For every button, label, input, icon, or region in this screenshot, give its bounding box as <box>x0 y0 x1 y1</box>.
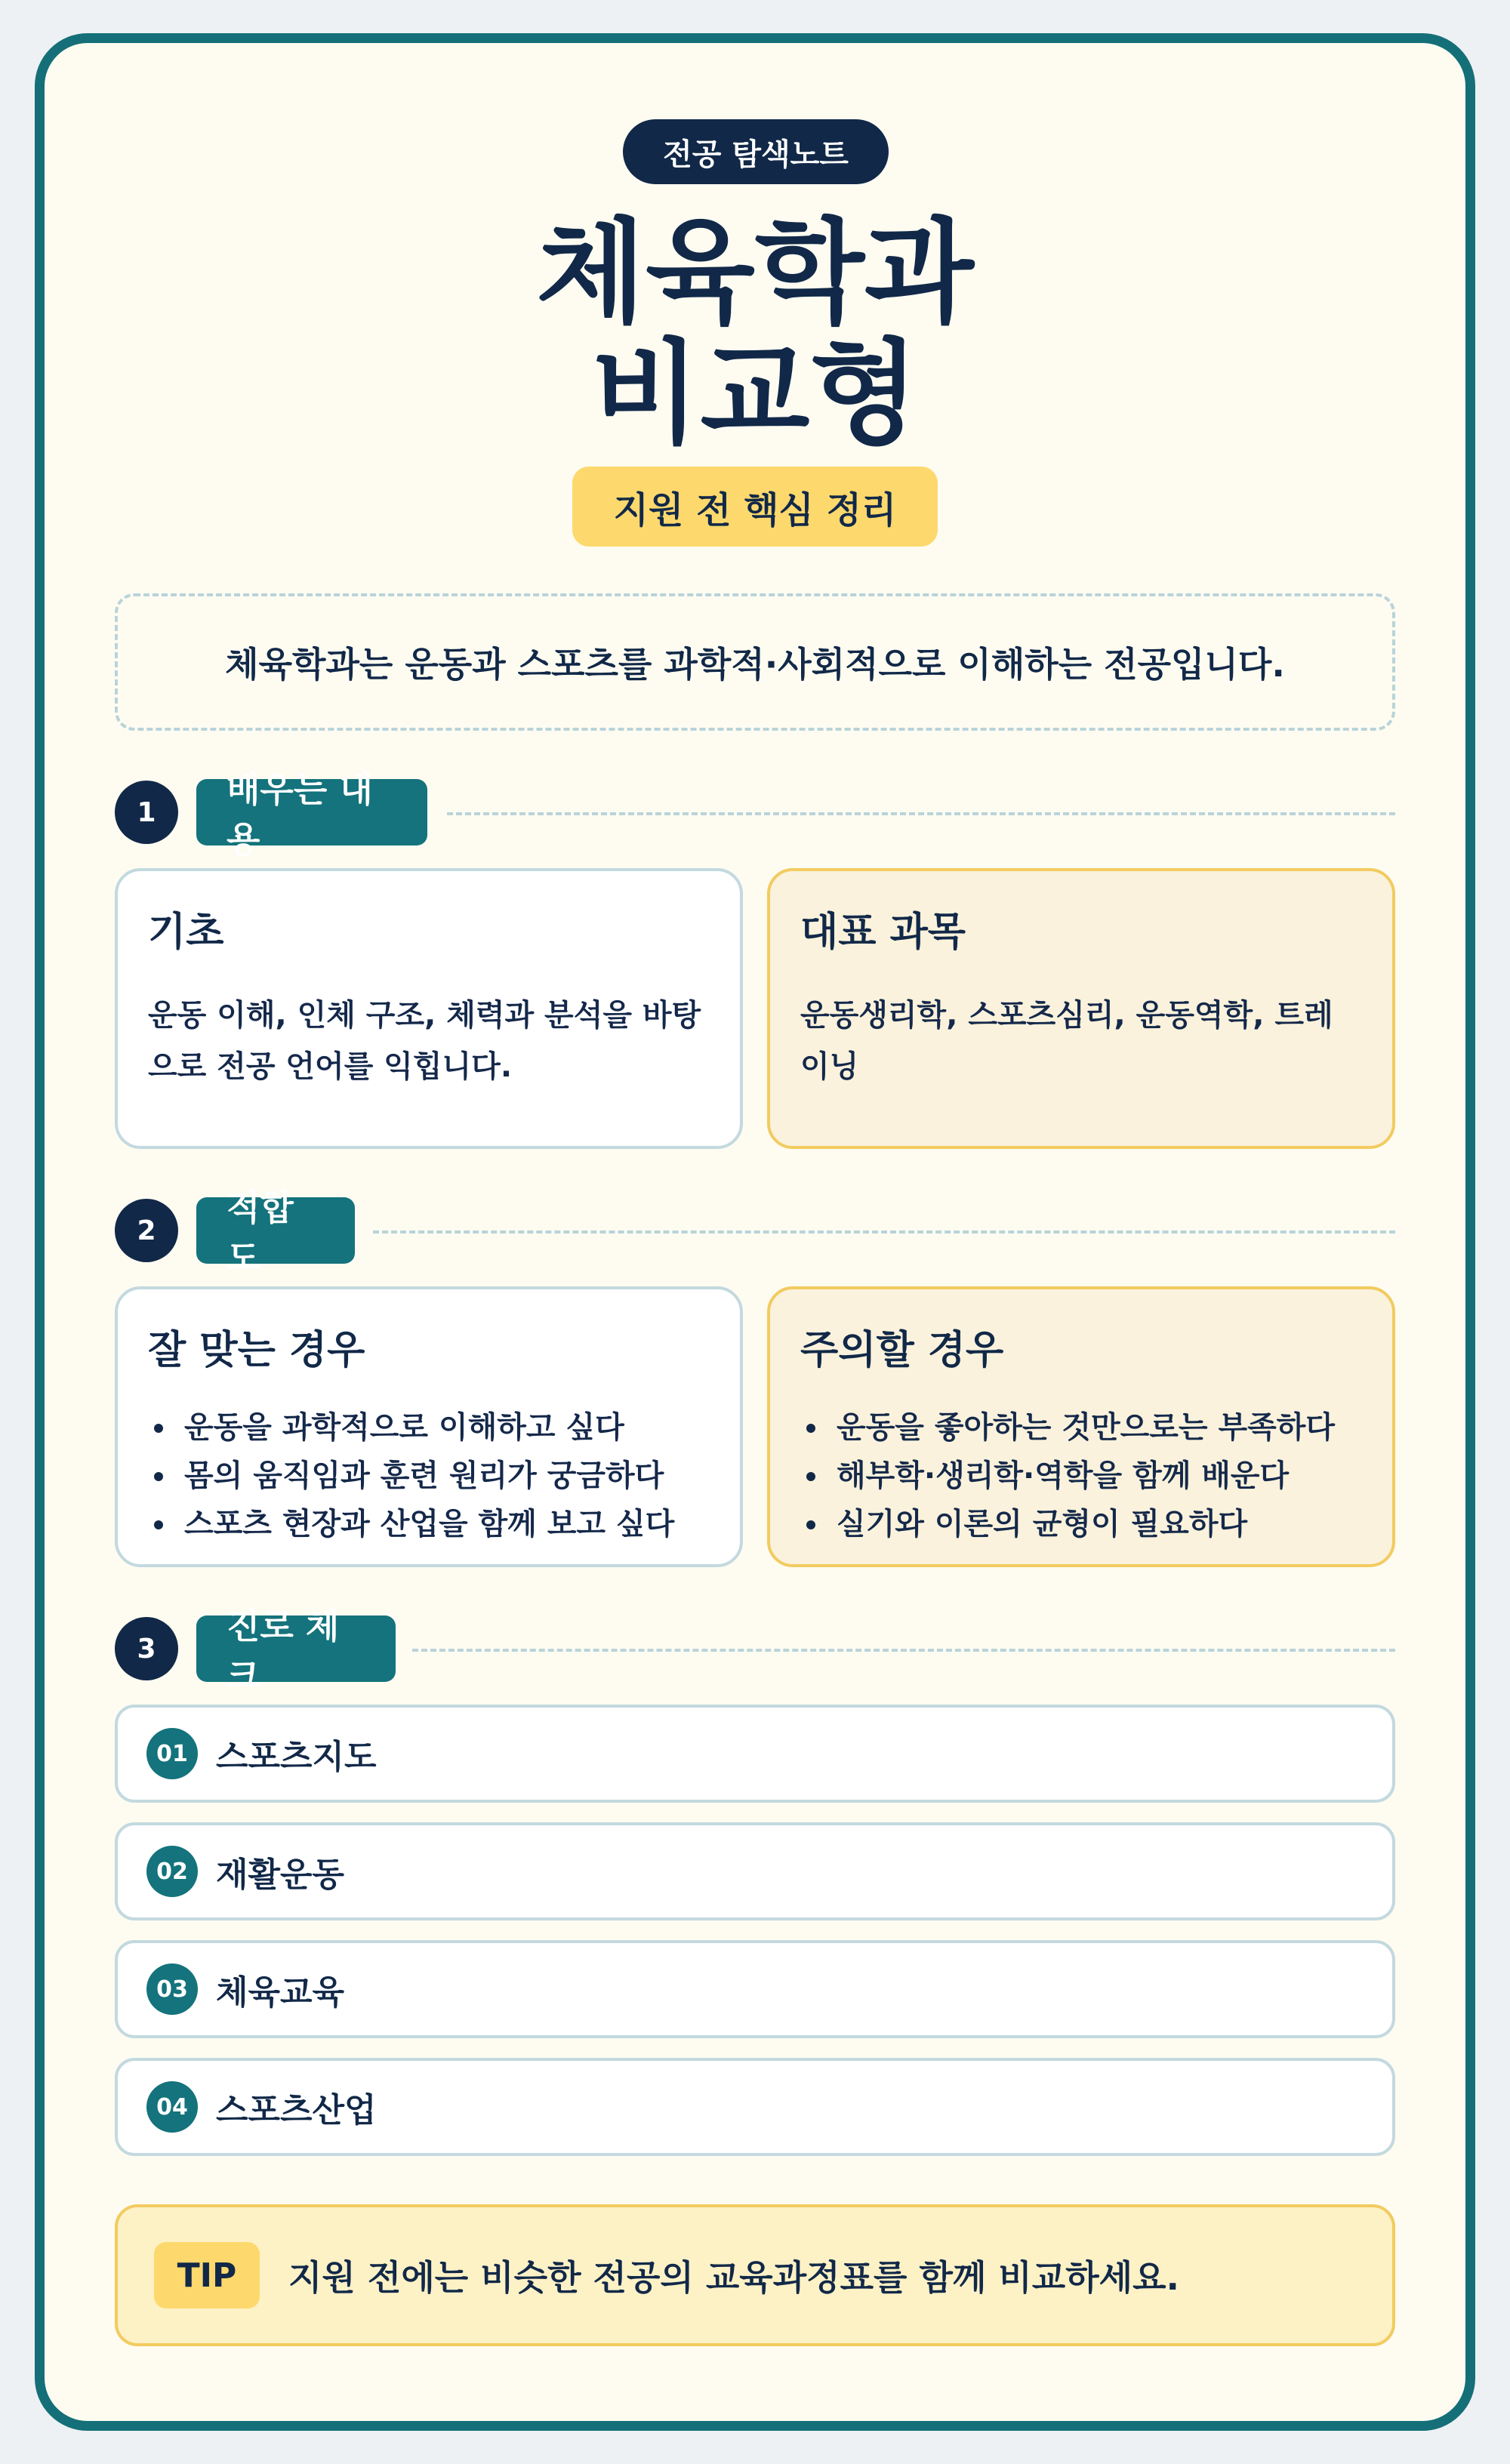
intro-text: 체육학과는 운동과 스포츠를 과학적·사회적으로 이해하는 전공입니다. <box>225 644 1285 685</box>
note-badge: 전공 탐색노트 <box>623 119 889 184</box>
section-1-number: 1 <box>115 781 178 844</box>
caution-item: 운동을 좋아하는 것만으로는 부족하다 <box>800 1403 1362 1452</box>
tip-label: TIP <box>154 2242 260 2308</box>
career-number: 01 <box>146 1728 198 1779</box>
caution-box <box>767 1286 1395 1567</box>
career-item <box>115 1940 1395 2038</box>
career-name: 스포츠지도 <box>216 1738 377 1776</box>
section-2-label: 적합도 <box>196 1197 355 1264</box>
tip-text: 지원 전에는 비슷한 전공의 교육과정표를 함께 비교하세요. <box>288 2257 1180 2298</box>
subjects-text: 운동생리학, 스포츠심리, 운동역학, 트레이닝 <box>800 998 1333 1084</box>
career-item <box>115 2058 1395 2156</box>
section-3-divider <box>412 1649 1395 1652</box>
intro-box <box>115 593 1395 731</box>
career-item <box>115 1705 1395 1803</box>
fit-item: 스포츠 현장과 산업을 함께 보고 싶다 <box>148 1500 710 1548</box>
basics-text: 운동 이해, 인체 구조, 체력과 분석을 바탕으로 전공 언어를 익힙니다. <box>148 998 701 1084</box>
tip-box <box>115 2204 1395 2346</box>
fit-heading: 잘 맞는 경우 <box>148 1328 365 1373</box>
caution-item: 실기와 이론의 균형이 필요하다 <box>800 1500 1362 1548</box>
page-title-line1: 체육학과 <box>536 208 974 339</box>
career-name: 스포츠산업 <box>216 2091 377 2130</box>
fit-list <box>148 1403 710 1548</box>
career-name: 체육교육 <box>216 1973 345 2012</box>
career-name: 재활운동 <box>216 1856 345 1894</box>
caution-item: 해부학·생리학·역학을 함께 배운다 <box>800 1452 1362 1500</box>
subjects-heading: 대표 과목 <box>800 910 966 955</box>
section-2-divider <box>373 1230 1395 1234</box>
basics-heading: 기초 <box>148 910 224 955</box>
section-3-label: 진로 체크 <box>196 1615 396 1682</box>
section-3-number: 3 <box>115 1617 178 1680</box>
section-1-label: 배우는 내용 <box>196 779 427 845</box>
subjects-box <box>767 868 1395 1149</box>
section-1-divider <box>447 812 1395 815</box>
career-number: 03 <box>146 1964 198 2015</box>
caution-list <box>800 1403 1362 1548</box>
subtitle-pill: 지원 전 핵심 정리 <box>572 467 938 547</box>
page-title-line2: 비교형 <box>590 328 920 460</box>
career-number: 02 <box>146 1846 198 1897</box>
caution-heading: 주의할 경우 <box>800 1328 1004 1373</box>
basics-box <box>115 868 743 1149</box>
fit-item: 몸의 움직임과 훈련 원리가 궁금하다 <box>148 1452 710 1500</box>
fit-item: 운동을 과학적으로 이해하고 싶다 <box>148 1403 710 1452</box>
fit-box <box>115 1286 743 1567</box>
career-number: 04 <box>146 2081 198 2133</box>
career-item <box>115 1822 1395 1920</box>
section-2-number: 2 <box>115 1199 178 1262</box>
